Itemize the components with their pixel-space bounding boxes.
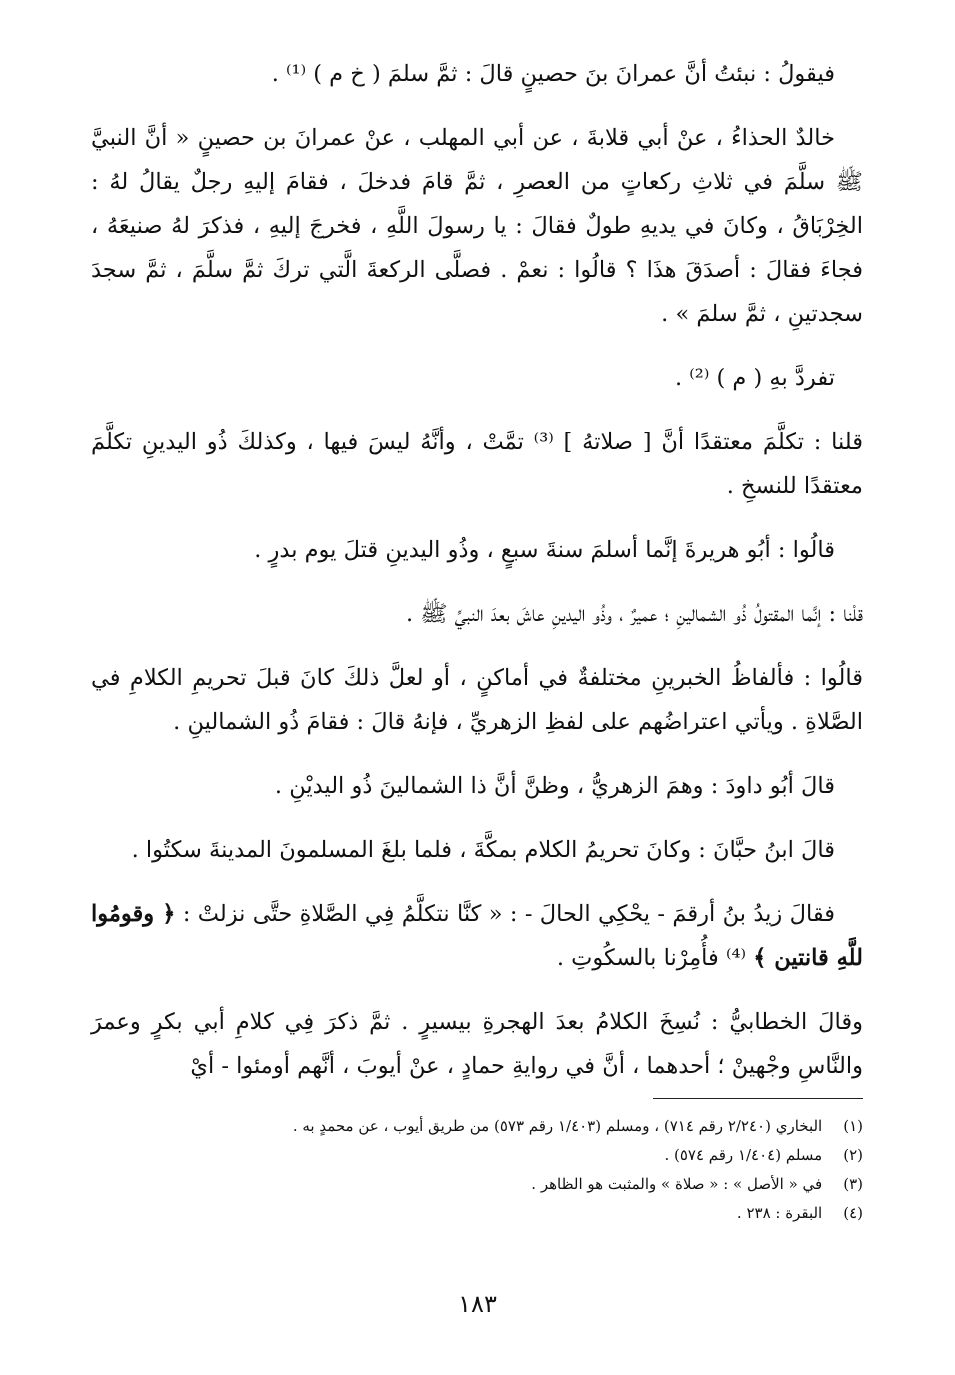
quran-verse: ﴿ وقومُوا للَّهِ قانتين ﴾	[91, 901, 863, 971]
paragraph-5: قالُوا : أبُو هريرةَ إنَّما أسلمَ سنةَ سبعٍ ، وذُو اليدينِ قتلَ يوم بدرٍ .	[254, 537, 835, 563]
footnote-number: (٤)	[843, 1204, 863, 1222]
footnote-4	[91, 1199, 863, 1228]
paragraph-4: قلنا : تكلَّمَ معتقدًا أنَّ [ صلاتهُ ] ⁽³⁾ تمَّتْ ، وأنَّهُ ليسَ فيها ، وكذلكَ ذُو اليدينِ تكلَّمَ معتقدًا للنسخِ .	[91, 429, 863, 499]
footnote-text: البقرة : ٢٣٨ .	[736, 1204, 823, 1222]
paragraph-3: تفردَّ بهِ ( م ) ⁽²⁾ .	[674, 365, 835, 391]
footnote-text: في « الأصل » : « صلاة » والمثبت هو الظاهر .	[531, 1175, 823, 1193]
footnote-divider	[653, 1098, 863, 1099]
footnote-2	[91, 1141, 863, 1170]
paragraph-8: قالَ أبُو داودَ : وهمَ الزهريُّ ، وظنَّ أنَّ ذا الشمالينَ ذُو اليديْنِ .	[274, 773, 835, 799]
paragraph-2: خالدٌ الحذاءُ ، عنْ أبي قلابةَ ، عن أبي المهلب ، عنْ عمرانَ بن حصينٍ « أنَّ النبيَّ ﷺ سلَّمَ في ثلاثِ ركعاتٍ من العصرِ ، ثمَّ قامَ فدخلَ ، فقامَ إليهِ رجلٌ يقالُ لهُ : الخِرْبَاقُ ، وكانَ في يديهِ طولٌ فقالَ : يا رسولَ اللَّهِ ، فخرجَ إليهِ ، فذكرَ لهُ صنيعَهُ ، فجاءَ فقالَ : أصدَقَ هذَا ؟ قالُوا : نعمْ . فصلَّى الركعةَ الَّتي تركَ ثمَّ سلَّمَ ، ثمَّ سجدَ سجدتينِ ، ثمَّ سلمَ » .	[91, 125, 863, 327]
footnote-number: (٢)	[843, 1146, 863, 1164]
footnote-text: البخاري (٢/٢٤٠ رقم ٧١٤) ، ومسلم (١/٤٠٣ رقم ٥٧٣) من طريق أيوب ، عن محمدٍ به .	[292, 1117, 823, 1135]
paragraph-11: وقالَ الخطابيُّ : نُسِخَ الكلامُ بعدَ الهجرةِ بيسيرٍ . ثمَّ ذكرَ فِي كلامِ أبي بكرٍ وعمرَ والنَّاسِ وجْهينْ ؛ أحدهما ، أنَّ في روايةِ حمادٍ ، عنْ أيوبَ ، أنَّهم أومئوا - أيْ	[91, 1009, 863, 1079]
footnote-3	[91, 1170, 863, 1199]
main-text	[91, 52, 863, 1088]
paragraph-6: قلْنا : إنَّما المقتولُ ذُو الشمالينِ ؛ عميرٌ ، وذُو اليدينِ عاشَ بعدَ النبيِّ ﷺ .	[405, 601, 863, 627]
footnote-number: (٣)	[843, 1175, 863, 1193]
page-number: ١٨٣	[458, 1290, 497, 1318]
paragraph-1: فيقولُ : نبئتُ أنَّ عمرانَ بنَ حصينٍ قالَ : ثمَّ سلمَ ( خ م ) ⁽¹⁾ .	[271, 61, 835, 87]
paragraph-10-text: فقالَ زيدُ بنُ أرقمَ - يحْكِي الحالَ - : « كنَّا نتكلَّمُ فِي الصَّلاةِ حتَّى نزلتْ :	[182, 901, 835, 927]
footnotes	[91, 1112, 863, 1228]
paragraph-10-tail: ⁽⁴⁾ فأُمِرْنا بالسكُوتِ .	[556, 945, 747, 971]
paragraph-10	[91, 892, 863, 980]
footnote-text: مسلم (١/٤٠٤ رقم ٥٧٤) .	[664, 1146, 823, 1164]
paragraph-9: قالَ ابنُ حبَّانَ : وكانَ تحريمُ الكلام بمكَّةَ ، فلما بلغَ المسلمونَ المدينةَ سكتُوا .	[131, 837, 835, 863]
footnote-1	[91, 1112, 863, 1141]
footnote-number: (١)	[843, 1117, 863, 1135]
paragraph-7: قالُوا : فألفاظُ الخبرينِ مختلفةٌ في أماكنٍ ، أو لعلَّ ذلكَ كانَ قبلَ تحريمِ الكلامِ في الصَّلاةِ . ويأتي اعتراضُهم على لفظِ الزهريِّ ، فإنهُ قالَ : فقامَ ذُو الشمالينِ .	[91, 665, 863, 735]
